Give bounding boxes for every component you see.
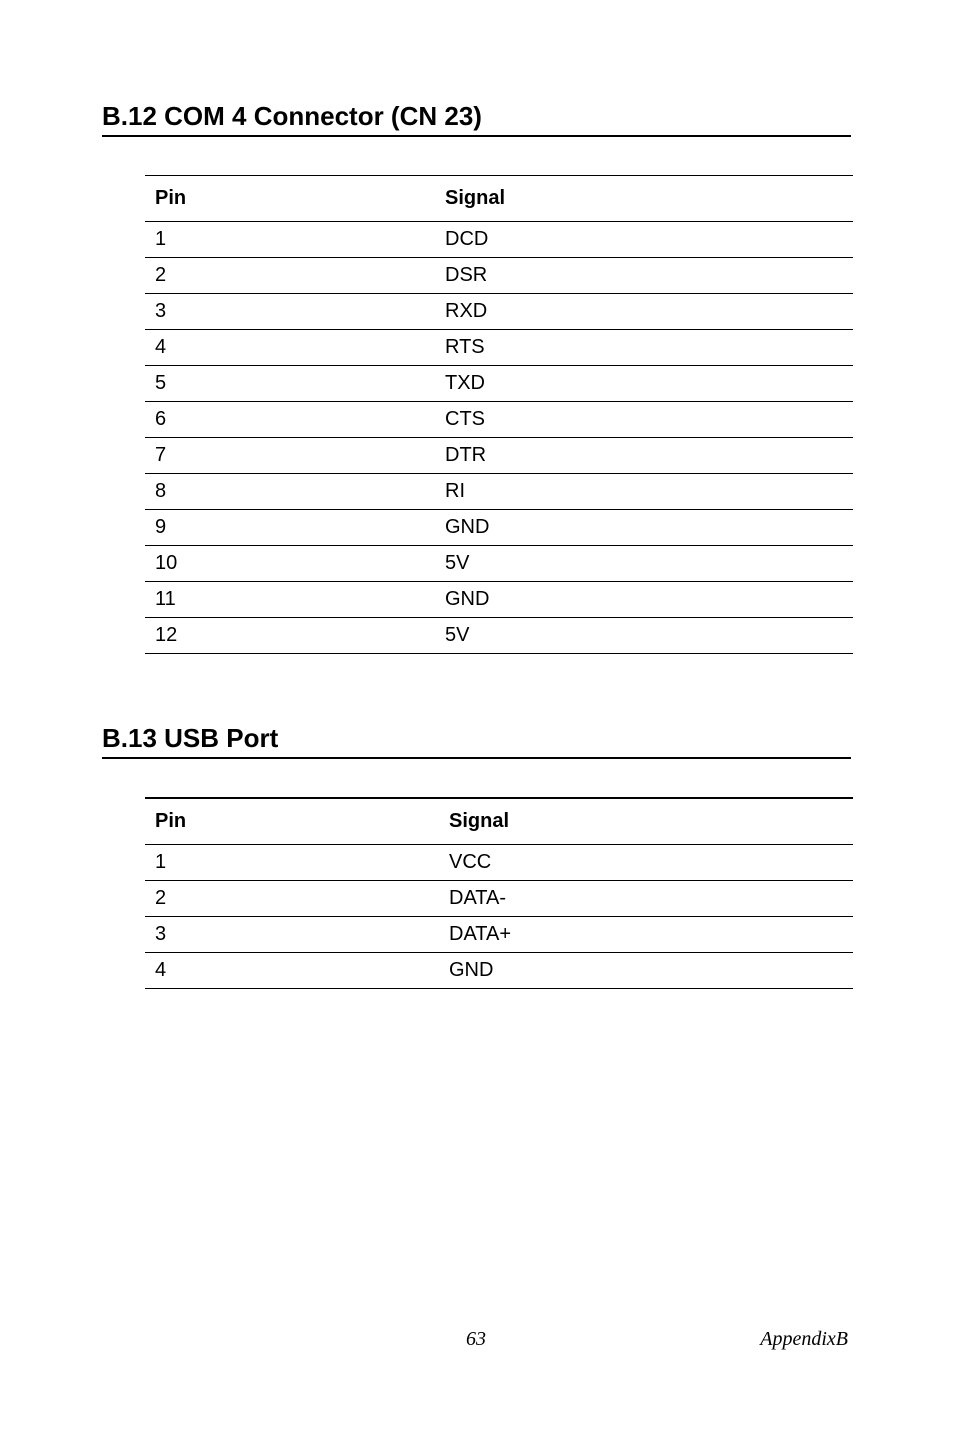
cell-pin: 2 bbox=[145, 258, 435, 294]
com4-pin-table bbox=[145, 175, 853, 654]
cell-pin: 7 bbox=[145, 438, 435, 474]
table-row bbox=[145, 438, 853, 474]
cell-pin: 11 bbox=[145, 582, 435, 618]
table-row bbox=[145, 510, 853, 546]
cell-signal: GND bbox=[435, 582, 853, 618]
table-body bbox=[145, 845, 853, 989]
cell-pin: 2 bbox=[145, 881, 439, 917]
table-row bbox=[145, 917, 853, 953]
table-row bbox=[145, 222, 853, 258]
cell-signal: GND bbox=[439, 953, 853, 989]
cell-signal: DCD bbox=[435, 222, 853, 258]
column-header-signal: Signal bbox=[439, 798, 853, 845]
cell-signal: RXD bbox=[435, 294, 853, 330]
appendix-label: AppendixB bbox=[760, 1328, 848, 1350]
cell-pin: 3 bbox=[145, 294, 435, 330]
table-row bbox=[145, 330, 853, 366]
cell-pin: 3 bbox=[145, 917, 439, 953]
table-row bbox=[145, 294, 853, 330]
usb-pin-table bbox=[145, 797, 853, 989]
table-row bbox=[145, 474, 853, 510]
cell-signal: DTR bbox=[435, 438, 853, 474]
cell-signal: DSR bbox=[435, 258, 853, 294]
cell-signal: TXD bbox=[435, 366, 853, 402]
table-row bbox=[145, 366, 853, 402]
column-header-pin: Pin bbox=[145, 176, 435, 222]
section-heading-usb-port: B.13 USB Port bbox=[102, 722, 851, 759]
cell-pin: 8 bbox=[145, 474, 435, 510]
cell-signal: DATA+ bbox=[439, 917, 853, 953]
cell-pin: 4 bbox=[145, 953, 439, 989]
table-row bbox=[145, 618, 853, 654]
cell-pin: 5 bbox=[145, 366, 435, 402]
column-header-pin: Pin bbox=[145, 798, 439, 845]
table-row bbox=[145, 582, 853, 618]
table-row bbox=[145, 953, 853, 989]
cell-pin: 1 bbox=[145, 845, 439, 881]
cell-pin: 1 bbox=[145, 222, 435, 258]
section-heading-com4-connector: B.12 COM 4 Connector (CN 23) bbox=[102, 100, 851, 137]
cell-signal: DATA- bbox=[439, 881, 853, 917]
table-body bbox=[145, 222, 853, 654]
page-number: 63 bbox=[466, 1328, 486, 1350]
cell-signal: 5V bbox=[435, 546, 853, 582]
table-header-row bbox=[145, 176, 853, 222]
cell-pin: 4 bbox=[145, 330, 435, 366]
table-header-row bbox=[145, 798, 853, 845]
cell-signal: VCC bbox=[439, 845, 853, 881]
table-row bbox=[145, 881, 853, 917]
cell-signal: GND bbox=[435, 510, 853, 546]
table-row bbox=[145, 845, 853, 881]
cell-pin: 10 bbox=[145, 546, 435, 582]
cell-pin: 6 bbox=[145, 402, 435, 438]
cell-signal: RI bbox=[435, 474, 853, 510]
cell-signal: 5V bbox=[435, 618, 853, 654]
table-row bbox=[145, 258, 853, 294]
table-row bbox=[145, 546, 853, 582]
cell-signal: RTS bbox=[435, 330, 853, 366]
cell-pin: 12 bbox=[145, 618, 435, 654]
cell-signal: CTS bbox=[435, 402, 853, 438]
table-row bbox=[145, 402, 853, 438]
column-header-signal: Signal bbox=[435, 176, 853, 222]
cell-pin: 9 bbox=[145, 510, 435, 546]
